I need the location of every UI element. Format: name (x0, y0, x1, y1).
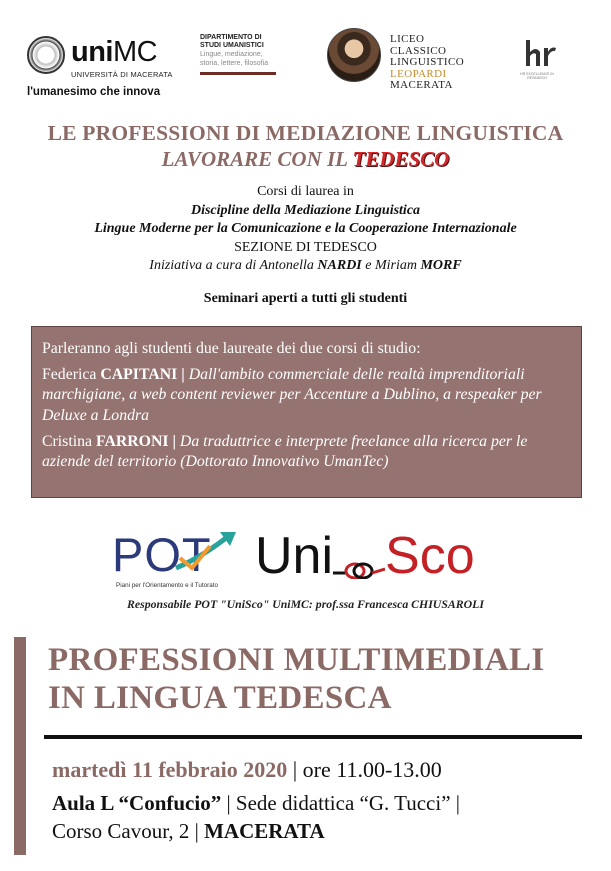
event-time: | ore 11.00-13.00 (287, 757, 442, 782)
liceo-line-4: LEOPARDI (390, 67, 447, 80)
event-date: martedì 11 febbraio 2020 (52, 757, 288, 782)
university-seal-icon (27, 36, 65, 74)
event-room: Aula L “Confucio” (52, 791, 222, 815)
unisco-part-1: Uni (255, 527, 334, 585)
pot-letters: POT (112, 528, 212, 581)
event-title-line-1: PROFESSIONI MULTIMEDIALI (48, 642, 545, 678)
speakers-intro: Parleranno agli studenti due laureate dei due corsi di studio: (42, 340, 421, 357)
dept-underline (200, 72, 276, 75)
subtitle (0, 147, 611, 172)
department-logo[interactable] (200, 34, 312, 75)
event-address: Corso Cavour, 2 | (52, 819, 205, 843)
section-label: SEZIONE DI TEDESCO (234, 239, 377, 255)
seminari-line: Seminari aperti a tutti gli studenti (203, 291, 408, 306)
leopardi-portrait-icon (327, 28, 381, 82)
unisco-part-2: Sco (385, 527, 475, 585)
speaker-description: Da traduttrice e interprete freelance alla ricerca per le aziende del territorio (Dottorato Innovativo UmanTec) (42, 432, 528, 471)
dept-title-1: DIPARTIMENTO DI (200, 34, 262, 41)
liceo-line-2: CLASSICO (390, 44, 447, 57)
pot-subtitle: Piani per l'Orientamento e il Tutorato (116, 582, 219, 589)
course-2: Lingue Moderne per la Comunicazione e la Cooperazione Internazionale (94, 221, 517, 237)
event-title (48, 641, 608, 717)
unimc-university-name: UNIVERSITÀ DI MACERATA (71, 70, 173, 79)
unimc-wordmark: uniMC (71, 36, 158, 68)
course-info (0, 183, 611, 276)
liceo-line-1: LICEO (390, 33, 425, 45)
event-date-line (52, 756, 442, 784)
speaker-item: Federica CAPITANI | Dall'ambito commerciale delle realtà imprenditoriali marchigiane, a web content reviewer per Accenture a Dublino, a respeaker per Deluxe a Londra (42, 366, 542, 424)
event-sidebar-bar (14, 637, 26, 855)
liceo-line-3: LINGUISTICO (390, 56, 465, 68)
responsible-line: Responsabile POT "UniSco" UniMC: prof.ssa Francesca CHIUSAROLI (127, 597, 484, 611)
event-divider (44, 735, 582, 739)
subtitle-prefix: LAVORARE CON IL (161, 147, 353, 171)
unimc-tagline: l'umanesimo che innova (27, 86, 161, 98)
speaker-item: Cristina FARRONI | Da traduttrice e interprete freelance alla ricerca per le aziende del territorio (Dottorato Innovativo UmanTec) (42, 432, 528, 471)
liceo-line-5: MACERATA (390, 79, 453, 91)
pot-arrow-icon (170, 528, 242, 572)
dept-sub-2: storia, lettere, filosofia (200, 60, 269, 67)
dept-sub-1: Lingue, mediazione, (200, 51, 263, 58)
initiative-name-2: MORF (420, 258, 462, 274)
hr-excellence-icon (520, 34, 560, 74)
speaker-lastname: FARRONI (95, 432, 169, 450)
speaker-lastname: CAPITANI (100, 366, 178, 384)
header-logos (0, 26, 611, 106)
speakers-box (31, 326, 582, 498)
knot-icon (333, 549, 385, 579)
pot-logo[interactable] (112, 528, 242, 592)
event-title-line-2: IN LINGUA TEDESCA (48, 680, 392, 716)
course-1: Discipline della Mediazione Linguistica (190, 202, 421, 218)
subtitle-highlight: TEDESCO (352, 147, 450, 171)
unisco-logo[interactable] (255, 526, 475, 586)
speaker-description: Dall'ambito commerciale delle realtà imprenditoriali marchigiane, a web content reviewer per Accenture a Dublino, a respeaker per Deluxe a Londra (42, 366, 542, 424)
initiative-name-1: NARDI (317, 258, 362, 274)
initiative-line: Iniziativa a cura di Antonella NARDI e Miriam MORF (149, 258, 462, 274)
liceo-logo[interactable] (390, 34, 464, 92)
corsi-label: Corsi di laurea in (257, 184, 354, 199)
hr-logo-caption: HR EXCELLENCE IN RESEARCH (520, 72, 554, 80)
main-title: LE PROFESSIONI DI MEDIAZIONE LINGUISTICA (47, 121, 564, 145)
event-city: MACERATA (204, 819, 325, 843)
responsible-name: CHIUSAROLI (411, 597, 484, 611)
dept-title-2: STUDI UMANISTICI (200, 42, 264, 49)
event-address-line (52, 817, 325, 845)
event-place-line: Aula L “Confucio” | Sede didattica “G. Tucci” | (52, 791, 460, 815)
